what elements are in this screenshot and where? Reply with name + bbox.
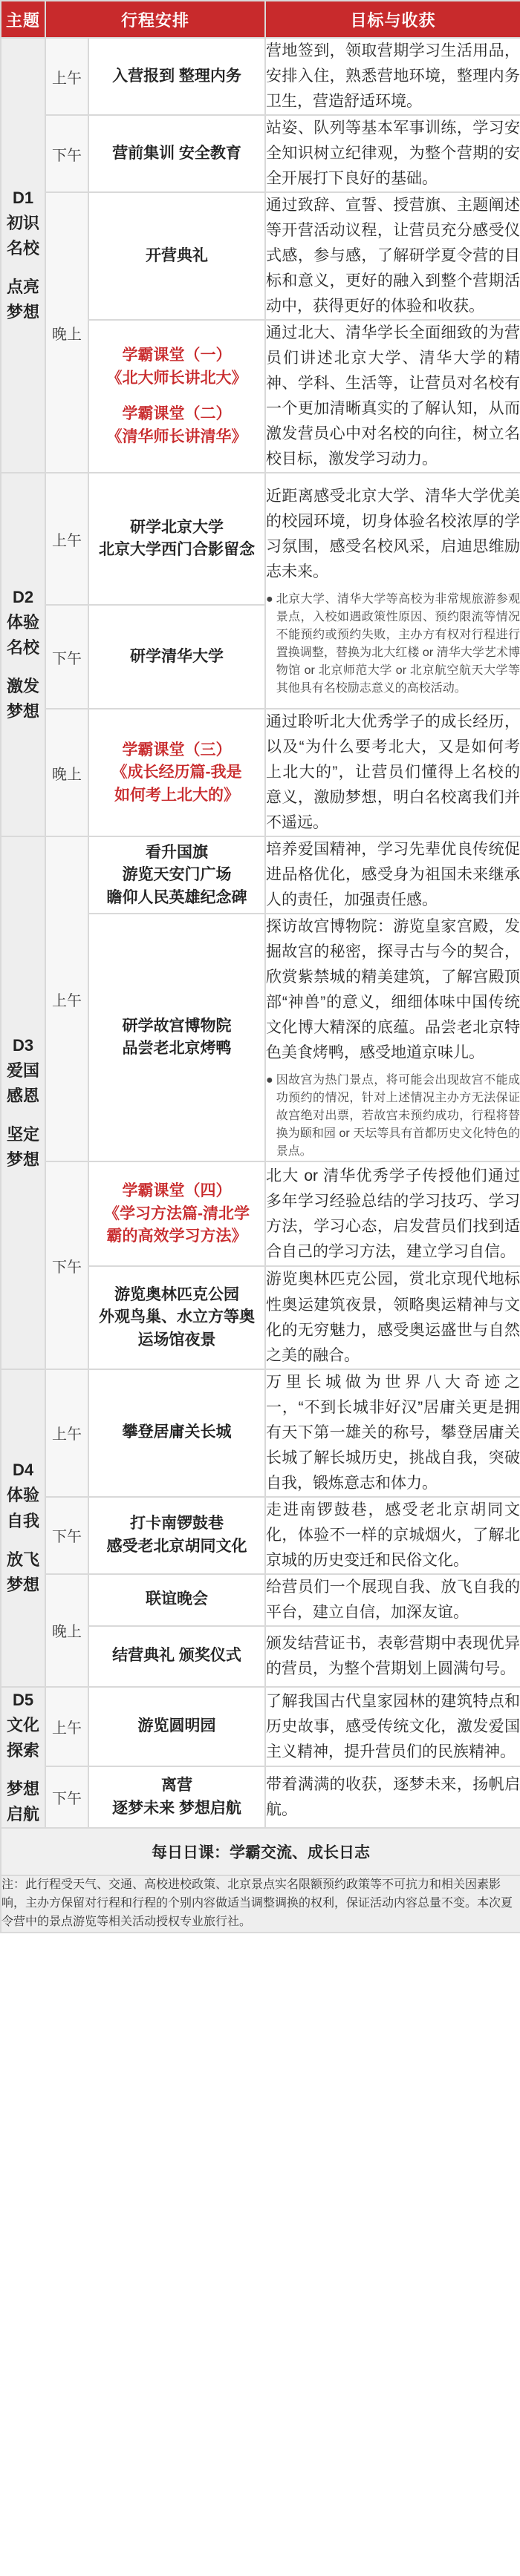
goal-cell — [265, 1161, 520, 1266]
day-theme-cell — [1, 836, 45, 1369]
day-row — [1, 1497, 520, 1574]
activity-line: 学霸课堂（三） — [122, 741, 232, 758]
day-theme-text — [1, 1534, 45, 1547]
day-theme-text: 名校 — [6, 239, 39, 258]
day-theme-text: 梦想 — [6, 1575, 39, 1594]
goal-cell — [265, 709, 520, 836]
activity-line: 游览圆明园 — [137, 1717, 216, 1735]
day-theme-cell — [1, 1687, 45, 1828]
activity — [88, 192, 265, 320]
time-slot: 上午 — [45, 38, 88, 115]
day-row — [1, 1161, 520, 1266]
goal-cell — [265, 38, 520, 115]
header-theme: 主题 — [1, 1, 45, 38]
time-slot: 晚上 — [45, 1574, 88, 1687]
goal-cell — [265, 1369, 520, 1497]
day-theme-text: 名校 — [6, 638, 39, 658]
day-theme-text — [1, 1109, 45, 1122]
day-theme-text: 文化 — [6, 1715, 39, 1734]
daily-lesson-row — [1, 1828, 520, 1875]
activity-line: 看升国旗 — [146, 843, 208, 861]
lecture-activity — [88, 1161, 265, 1266]
day-theme-text: 爱国 — [6, 1061, 39, 1080]
day-row — [1, 709, 520, 836]
activity-line: 学霸课堂（二） — [122, 405, 232, 423]
goal-note-text: 因故宫为热门景点，将可能会出现故宫不能成功预约的情况，针对上述情况主办方无法保证故宫绝对出票，若故宫未预约成功，行程将替换为颐和园 or 天坛等具有首都历史文化特色的景点。 — [276, 1074, 520, 1158]
goal-cell — [265, 1574, 520, 1626]
activity — [88, 1266, 265, 1369]
activity — [88, 836, 265, 914]
goal-cell — [265, 473, 520, 709]
lecture-activity — [88, 709, 265, 836]
activity-line: 联谊晚会 — [146, 1590, 208, 1608]
day-theme-text — [1, 261, 45, 275]
day-label: D5 — [12, 1690, 34, 1709]
day-row — [1, 473, 520, 605]
goal-text: 通过致辞、宣誓、授营旗、主题阐述等开营活动议程，让营员充分感受仪式感，参与感，了解研学夏令营的目标和意义，更好的融入到整个营期活动中，获得更好的体验和收获。 — [266, 197, 520, 315]
time-slot: 上午 — [45, 836, 88, 1161]
goal-text: 探访故宫博物院：游览皇家宫殿，发掘故宫的秘密，探寻古与今的契合，欣赏紫禁城的精美建筑，了解宫殿顶部“神兽”的意义，细细体味中国传统文化博大精深的底蕴。品尝老北京特色美食烤鸭，感受地道京味儿。 — [266, 918, 520, 1062]
activity-line: 《清华师长讲清华》 — [106, 427, 247, 445]
day-label: D3 — [12, 1035, 34, 1055]
day-row — [1, 1574, 520, 1626]
footer-row — [1, 1875, 520, 1932]
activity-line: 北京大学西门合影留念 — [99, 541, 255, 559]
activity-line: 逐梦未来 梦想启航 — [112, 1799, 241, 1817]
goal-text: 了解我国古代皇家园林的建筑特点和历史故事，感受传统文化，激发爱国主义精神，提升营员们的民族精神。 — [266, 1692, 520, 1760]
goal-cell — [265, 836, 520, 914]
activity-line: 游览天安门广场 — [122, 866, 232, 884]
activity-line: 品尝老北京烤鸭 — [122, 1040, 232, 1058]
activity-line: 入营报到 整理内务 — [112, 67, 241, 85]
lecture-activity — [88, 320, 265, 473]
activity — [88, 1626, 265, 1687]
time-slot: 晚上 — [45, 709, 88, 836]
activity-line: 外观鸟巢、水立方等奥 — [99, 1308, 255, 1326]
day-row — [1, 1766, 520, 1828]
goal-text: 给营员们一个展现自我、放飞自我的平台，建立自信，加深友谊。 — [266, 1578, 520, 1621]
activity — [88, 1766, 265, 1828]
goal-cell — [265, 192, 520, 320]
activity-line: 结营典礼 颁奖仪式 — [112, 1647, 241, 1665]
goal-text: 游览奥林匹克公园，赏北京现代地标性奥运建筑夜景，领略奥运精神与文化的无穷魅力，感受奥运盛世与自然之美的融合。 — [266, 1271, 520, 1364]
day-row — [1, 38, 520, 115]
day-theme-text — [1, 1763, 45, 1777]
goal-cell — [265, 1497, 520, 1574]
day-theme-text — [1, 661, 45, 674]
activity — [88, 115, 265, 192]
goal-cell — [265, 1266, 520, 1369]
activity-line: 学霸课堂（四） — [122, 1182, 232, 1200]
day-row — [1, 192, 520, 320]
time-slot: 下午 — [45, 1766, 88, 1828]
day-row — [1, 836, 520, 914]
activity — [88, 473, 265, 605]
activity-line — [89, 390, 264, 403]
activity-line: 《学习方法篇-清北学 — [104, 1205, 250, 1222]
goal-text: 走进南锣鼓巷，感受老北京胡同文化，体验不一样的京城烟火，了解北京城的历史变迁和民俗文化。 — [266, 1501, 520, 1569]
activity-line: 如何考上北大的》 — [114, 786, 239, 804]
time-slot: 上午 — [45, 1687, 88, 1767]
activity — [88, 914, 265, 1161]
activity-line: 学霸课堂（一） — [122, 347, 232, 364]
day-theme-text: 初识 — [6, 213, 39, 232]
goal-text: 通过北大、清华学长全面细致的为营员们讲述北京大学、清华大学的精神、学科、生活等，让营员对名校有一个更加清晰真实的了解认知，从而激发营员心中对名校的向往，树立名校目标，激发学习动力。 — [266, 324, 520, 468]
activity-line: 运场馆夜景 — [137, 1331, 216, 1348]
activity-line: 游览奥林匹克公园 — [114, 1285, 239, 1303]
goal-text: 北大 or 清华优秀学子传授他们通过多年学习经验总结的学习技巧、学习方法，学习心态，启发营员们找到适合自己的学习方法，建立学习自信。 — [266, 1167, 520, 1260]
time-slot: 上午 — [45, 1369, 88, 1497]
day-theme-cell — [1, 38, 45, 473]
goal-text: 营地签到，领取营期学习生活用品，安排入住，熟悉营地环境，整理内务卫生，营造舒适环境。 — [266, 42, 520, 111]
day-row — [1, 1687, 520, 1767]
day-theme-text: 坚定 — [6, 1124, 39, 1144]
day-theme-text: 启航 — [6, 1805, 39, 1824]
time-slot: 下午 — [45, 1161, 88, 1369]
activity-line: 《成长经历篇-我是 — [111, 764, 242, 781]
activity-line: 营前集训 安全教育 — [112, 144, 241, 162]
day-theme-text: 梦想 — [6, 303, 39, 322]
activity-line: 感受老北京胡同文化 — [106, 1537, 247, 1555]
day-theme-text: 梦想 — [6, 1150, 39, 1170]
day-row — [1, 1369, 520, 1497]
goal-cell — [265, 914, 520, 1161]
day-label: D1 — [12, 188, 34, 207]
daily-lesson: 每日日课：学霸交流、成长日志 — [1, 1828, 520, 1875]
day-theme-text: 感恩 — [6, 1086, 39, 1105]
goal-text: 站姿、队列等基本军事训练，学习安全知识树立纪律观，为整个营期的安全开展打下良好的基础。 — [266, 119, 520, 188]
day-theme-text: 梦想 — [6, 702, 39, 721]
activity-line: 离营 — [161, 1777, 192, 1795]
activity — [88, 605, 265, 709]
time-slot: 晚上 — [45, 192, 88, 473]
day-theme-cell — [1, 1369, 45, 1687]
day-theme-text: 点亮 — [6, 278, 39, 297]
day-theme-text: 放飞 — [6, 1550, 39, 1569]
day-theme-text: 探索 — [6, 1740, 39, 1760]
activity — [88, 1497, 265, 1574]
day-theme-text: 激发 — [6, 677, 39, 696]
day-theme-text: 体验 — [6, 613, 39, 632]
goal-text: 近距离感受北京大学、清华大学优美的校园环境，切身体验名校浓厚的学习氛围，感受名校风采，启迪思维励志未来。 — [266, 488, 520, 581]
day-theme-text: 体验 — [6, 1486, 39, 1505]
goal-cell — [265, 1626, 520, 1687]
activity — [88, 38, 265, 115]
bullet-icon: ● — [266, 593, 273, 606]
bullet-icon: ● — [266, 1074, 273, 1087]
header-goals: 目标与收获 — [265, 1, 520, 38]
goal-note-text: 北京大学、清华大学等高校为非常规旅游参观景点，入校如遇政策性原因、预约限流等情况不能预约或预约失败，主办方有权对行程进行置换调整，替换为北大红楼 or 清华大学艺术博物馆 or 北京师范大学 or 北京航空航天大学等其他具有名校励志意义的高校活动。 — [276, 593, 520, 695]
day-label: D2 — [12, 588, 34, 607]
activity-line: 霸的高效学习方法》 — [106, 1228, 247, 1245]
activity-line: 瞻仰人民英雄纪念碑 — [106, 888, 247, 906]
header-schedule: 行程安排 — [45, 1, 265, 38]
goal-note — [266, 591, 520, 698]
activity — [88, 1687, 265, 1767]
goal-cell — [265, 1766, 520, 1828]
activity — [88, 1369, 265, 1497]
day-theme-cell — [1, 473, 45, 836]
day-theme-text: 梦想 — [6, 1779, 39, 1798]
activity-line: 攀登居庸关长城 — [122, 1423, 232, 1441]
activity-line: 《北大师长讲北大》 — [106, 369, 247, 387]
goal-text: 颁发结营证书，表彰营期中表现优异的营员，为整个营期划上圆满句号。 — [266, 1634, 520, 1677]
goal-note — [266, 1072, 520, 1161]
activity-line: 打卡南锣鼓巷 — [130, 1515, 224, 1533]
goal-cell — [265, 320, 520, 473]
time-slot: 下午 — [45, 115, 88, 192]
goal-text: 万里长城做为世界八大奇迹之一，“不到长城非好汉”居庸关更是拥有天下第一雄关的称号，攀登居庸关长城了解长城历史，挑战自我，突破自我，锻炼意志和体力。 — [266, 1373, 520, 1492]
goal-text: 通过聆听北大优秀学子的成长经历，以及“为什么要考北大，又是如何考上北大的”，让营员们懂得上名校的意义，激励梦想，明白名校离我们并不遥远。 — [266, 713, 520, 832]
activity-line: 研学清华大学 — [130, 648, 224, 666]
time-slot: 上午 — [45, 473, 88, 605]
goal-cell — [265, 1687, 520, 1767]
activity-line: 研学故宫博物院 — [122, 1017, 232, 1035]
header-row — [1, 1, 520, 38]
day-row — [1, 115, 520, 192]
time-slot: 下午 — [45, 1497, 88, 1574]
activity-line: 研学北京大学 — [130, 518, 224, 536]
goal-text: 带着满满的收获，逐梦未来，扬帆启航。 — [266, 1775, 520, 1818]
footer-note: 注：此行程受天气、交通、高校进校政策、北京景点实名限额预约政策等不可抗力和相关因素影响，主办方保留对行程和行程的个别内容做适当调整调换的权利，保证活动内容总量不变。本次夏令营中的景点游览等相关活动授权专业旅行社。 — [1, 1875, 520, 1932]
goal-text: 培养爱国精神，学习先辈优良传统促进品格优化，感受身为祖国未来继承人的责任，加强责任感。 — [266, 841, 520, 909]
goal-cell — [265, 115, 520, 192]
day-label: D4 — [12, 1461, 34, 1480]
activity-line: 开营典礼 — [146, 246, 208, 264]
time-slot: 下午 — [45, 605, 88, 709]
day-theme-text: 自我 — [6, 1511, 39, 1530]
activity — [88, 1574, 265, 1626]
